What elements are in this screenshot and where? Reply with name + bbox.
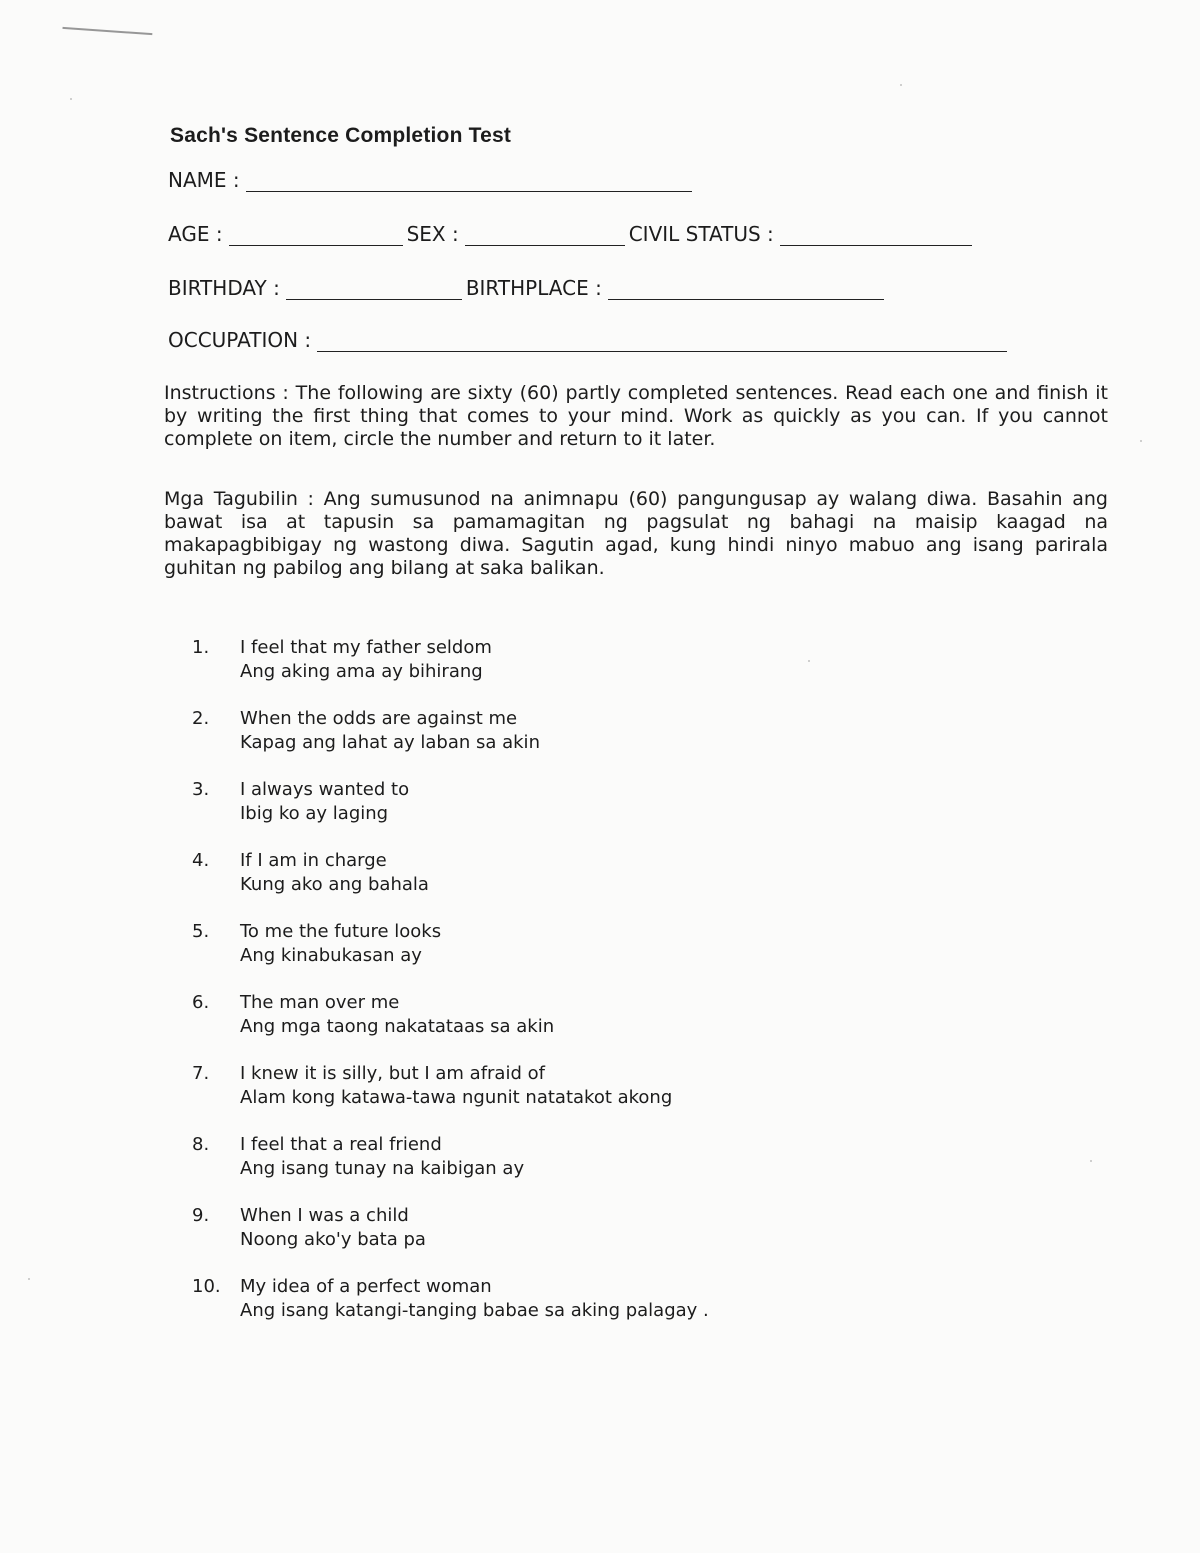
scan-dust [1140,440,1142,442]
item-number: 3. [192,779,210,800]
scan-dust [28,1278,30,1280]
item-filipino-prompt: Ang mga taong nakatataas sa akin [240,1016,555,1037]
age-label: AGE : [168,222,223,246]
scan-dust [70,98,72,100]
item-filipino-prompt: Kapag ang lahat ay laban sa akin [240,732,540,753]
item-filipino-prompt: Ang aking ama ay bihirang [240,661,483,682]
item-english-prompt: To me the future looks [240,921,442,942]
item-filipino-prompt: Ang kinabukasan ay [240,945,422,966]
item-number: 4. [192,850,210,871]
instructions-english: Instructions : The following are sixty (60) partly completed sentences. Read each one and finish it by writing the first thing that comes to your mind. Work as quickly as you can. If you cannot complete on item, circle the number and return to it later. [164,382,1108,450]
birthday-label: BIRTHDAY : [168,276,280,300]
page-title: Sach's Sentence Completion Test [170,124,512,147]
sentence-item [184,920,884,991]
item-filipino-prompt: Ang isang tunay na kaibigan ay [240,1158,525,1179]
item-english-prompt: My idea of a perfect woman [240,1276,492,1297]
item-number: 5. [192,921,210,942]
age-sex-status-row [168,222,976,246]
item-english-prompt: The man over me [240,992,400,1013]
sentence-item [184,1204,884,1275]
item-english-prompt: I knew it is silly, but I am afraid of [240,1063,545,1084]
item-filipino-prompt: Ibig ko ay laging [240,803,389,824]
item-number: 8. [192,1134,210,1155]
occupation-row [168,328,1011,352]
item-text [240,1275,709,1323]
item-text [240,636,492,684]
item-english-prompt: I feel that a real friend [240,1134,442,1155]
scan-dust [1090,1160,1092,1162]
item-text [240,1062,672,1110]
item-number: 7. [192,1063,210,1084]
name-label: NAME : [168,168,240,192]
sentence-item [184,778,884,849]
sentence-item [184,1275,884,1346]
item-text [240,707,540,755]
item-english-prompt: If I am in charge [240,850,387,871]
civil-status-field[interactable] [780,227,972,246]
age-field[interactable] [229,227,403,246]
birthplace-label: BIRTHPLACE : [465,276,602,300]
birthday-birthplace-row [168,276,888,300]
name-row [168,168,696,192]
sentence-item [184,849,884,920]
item-text [240,1204,426,1252]
sex-field[interactable] [465,227,625,246]
sex-label: SEX : [406,222,459,246]
item-english-prompt: I feel that my father seldom [240,637,492,658]
sentence-item [184,1133,884,1204]
item-text [240,991,554,1039]
civil-status-label: CIVIL STATUS : [628,222,774,246]
item-number: 2. [192,708,210,729]
sentence-item [184,1062,884,1133]
item-english-prompt: I always wanted to [240,779,410,800]
item-number: 6. [192,992,210,1013]
item-filipino-prompt: Noong ako'y bata pa [240,1229,426,1250]
item-text [240,849,429,897]
sentence-item-list [184,636,884,1346]
item-number: 10. [192,1276,221,1297]
occupation-field[interactable] [317,333,1007,352]
item-text [240,1133,524,1181]
birthday-field[interactable] [286,281,462,300]
item-english-prompt: When I was a child [240,1205,409,1226]
instructions-filipino: Mga Tagubilin : Ang sumusunod na animnapu (60) pangungusap ay walang diwa. Basahin ang bawat isa at tapusin sa pamamagitan ng pagsulat ng bahagi na maisip kaagad na makapagbibigay ng wastong diwa. Sagutin agad, kung hindi ninyo mabuo ang isang parirala guhitan ng pabilog ang bilang at saka balikan. [164,488,1108,579]
birthplace-field[interactable] [608,281,884,300]
sentence-item [184,707,884,778]
sentence-item [184,636,884,707]
item-filipino-prompt: Alam kong katawa-tawa ngunit natatakot akong [240,1087,673,1108]
item-filipino-prompt: Kung ako ang bahala [240,874,429,895]
scan-dust [900,84,902,86]
scan-artifact [62,27,153,47]
item-english-prompt: When the odds are against me [240,708,518,729]
item-filipino-prompt: Ang isang katangi-tanging babae sa aking palagay . [240,1300,709,1321]
item-text [240,778,409,826]
item-number: 9. [192,1205,210,1226]
occupation-label: OCCUPATION : [168,328,312,352]
item-text [240,920,441,968]
name-field[interactable] [246,173,692,192]
item-number: 1. [192,637,210,658]
sentence-item [184,991,884,1062]
